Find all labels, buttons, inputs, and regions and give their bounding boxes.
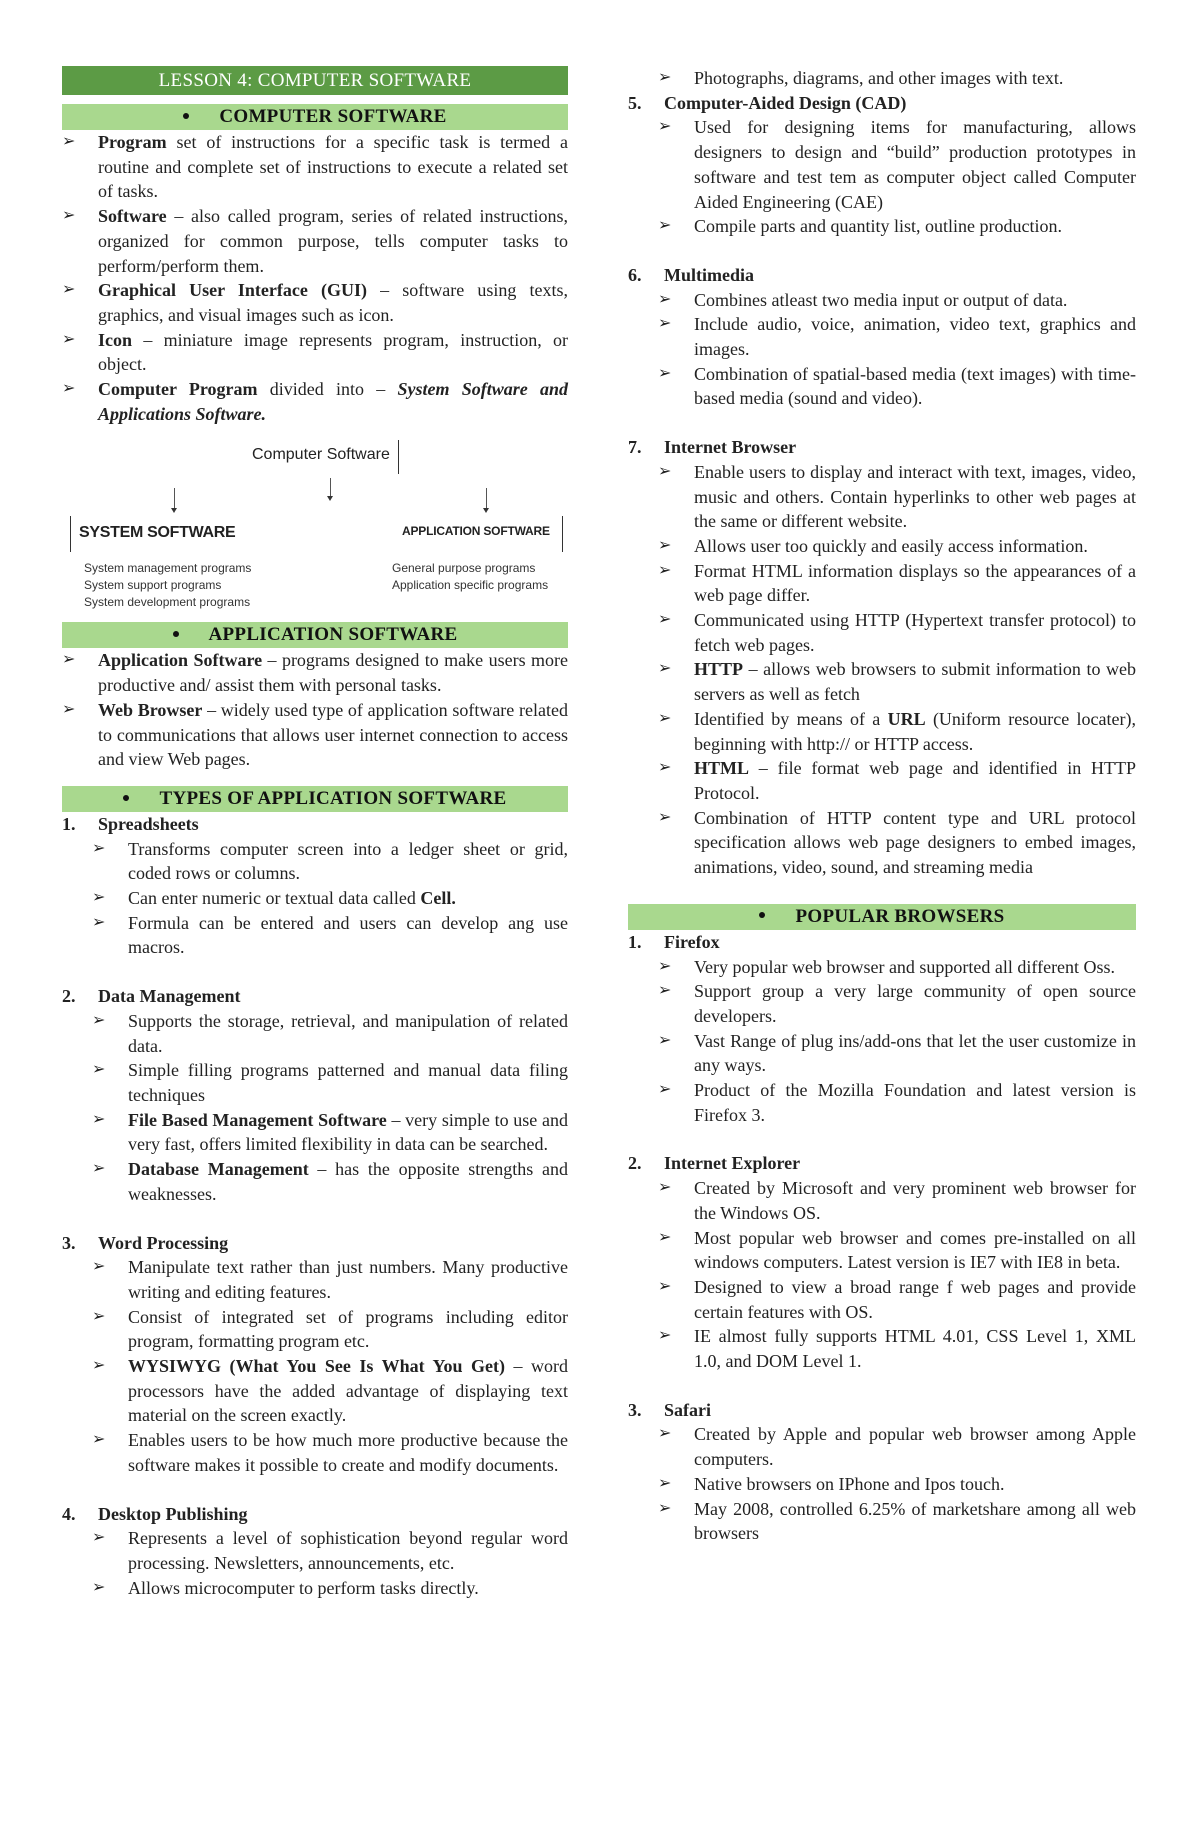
list-item xyxy=(658,806,1136,880)
term: File Based Management Software xyxy=(128,1109,387,1130)
list-item xyxy=(658,460,1136,534)
term: Cell. xyxy=(420,888,456,909)
list-item xyxy=(658,115,1136,214)
list-item xyxy=(92,911,568,960)
definition: – file format web page and identified in HTTP Protocol. xyxy=(694,758,1136,803)
numbered-heading-desktop-publishing xyxy=(62,1502,568,1527)
list-item xyxy=(92,886,568,911)
list-item: System development programs xyxy=(84,595,251,610)
arrow-bullet-icon: ➢ xyxy=(92,1258,106,1276)
item-title: Internet Explorer xyxy=(664,1153,801,1174)
list-item xyxy=(92,1157,568,1206)
list-item xyxy=(62,204,568,278)
arrow-bullet-icon: ➢ xyxy=(658,69,672,86)
list-item xyxy=(658,1497,1136,1546)
right-column xyxy=(628,66,1136,1546)
arrow-bullet-icon: ➢ xyxy=(62,651,76,669)
list-item xyxy=(92,1428,568,1477)
definition: – miniature image represents program, instruction, or object. xyxy=(98,329,568,375)
item-title: Internet Browser xyxy=(664,437,797,458)
list-item xyxy=(658,1422,1136,1471)
item-title: Data Management xyxy=(98,986,241,1007)
bullet-dot-icon xyxy=(183,113,189,119)
item-number: 3. xyxy=(62,1232,76,1253)
definition: set of instructions for a specific task is termed a routine and complete set of instructions to execute a related set of tasks. xyxy=(98,132,568,202)
system-software-items xyxy=(84,560,251,611)
item-text: Consist of integrated set of programs including editor program, formatting program etc. xyxy=(128,1306,568,1352)
section-heading-popular-browsers xyxy=(628,904,1136,930)
arrow-bullet-icon: ➢ xyxy=(658,1425,672,1443)
item-text: Supports the storage, retrieval, and manipulation of related data. xyxy=(128,1010,568,1056)
arrow-bullet-icon: ➢ xyxy=(658,982,672,1000)
item-text: Allows user too quickly and easily access information. xyxy=(694,535,1088,556)
list-item xyxy=(658,1226,1136,1275)
diagram-root-label: Computer Software xyxy=(252,440,399,474)
item-text: Formula can be entered and users can develop ang use macros. xyxy=(128,912,568,958)
list-item xyxy=(92,1108,568,1157)
numbered-heading-firefox xyxy=(628,930,1136,955)
list-item xyxy=(658,955,1136,980)
numbered-heading-multimedia xyxy=(628,263,1136,288)
arrow-bullet-icon: ➢ xyxy=(658,561,672,579)
list-item xyxy=(658,362,1136,411)
item-text: Can enter numeric or textual data called xyxy=(128,888,421,909)
firefox-list xyxy=(658,955,1136,1128)
item-text: Identified by means of a xyxy=(694,708,888,729)
item-number: 1. xyxy=(628,931,642,952)
list-item xyxy=(92,1058,568,1107)
list-item xyxy=(658,979,1136,1028)
item-text: Combines atleast two media input or output of data. xyxy=(694,289,1068,310)
arrow-bullet-icon: ➢ xyxy=(658,1277,672,1295)
item-text: Simple filling programs patterned and manual data filing techniques xyxy=(128,1060,568,1105)
list-item xyxy=(92,1526,568,1575)
term: Icon xyxy=(98,329,133,350)
numbered-heading-spreadsheets xyxy=(62,812,568,837)
definition: – very simple to use and very fast, offers limited flexibility in data can be searched. xyxy=(128,1109,568,1155)
item-title: Multimedia xyxy=(664,264,754,285)
list-item xyxy=(658,214,1136,239)
term: Web Browser xyxy=(98,699,203,720)
arrow-bullet-icon: ➢ xyxy=(92,1307,106,1325)
numbered-heading-data-management xyxy=(62,984,568,1009)
list-item xyxy=(92,1009,568,1058)
list-item xyxy=(658,66,1136,91)
term: Software xyxy=(98,206,167,227)
definition: – has the opposite strengths and weaknesses. xyxy=(128,1159,568,1204)
definition: – programs designed to make users more productive and/ assist them with personal tasks. xyxy=(98,650,568,696)
list-item xyxy=(92,1255,568,1304)
term: Graphical User Interface (GUI) xyxy=(98,280,367,301)
application-software-label: APPLICATION SOFTWARE xyxy=(402,516,563,552)
arrow-bullet-icon: ➢ xyxy=(658,217,672,235)
list-item: Application specific programs xyxy=(392,578,549,593)
term: Program xyxy=(98,132,167,152)
section-heading-application-software xyxy=(62,622,568,648)
term: URL xyxy=(887,708,926,729)
item-text: Photographs, diagrams, and other images with text. xyxy=(694,68,1064,88)
section-heading-text: COMPUTER SOFTWARE xyxy=(219,106,447,127)
bullet-dot-icon xyxy=(759,912,765,918)
item-text: Product of the Mozilla Foundation and latest version is Firefox 3. xyxy=(694,1080,1136,1125)
item-number: 5. xyxy=(628,92,642,113)
arrow-bullet-icon: ➢ xyxy=(62,700,76,718)
arrow-bullet-icon: ➢ xyxy=(658,118,672,136)
list-item xyxy=(62,648,568,697)
item-text: Vast Range of plug ins/add-ons that let the user customize in any ways. xyxy=(694,1030,1136,1076)
application-software-items xyxy=(392,560,548,594)
arrow-bullet-icon: ➢ xyxy=(658,462,672,480)
list-item xyxy=(658,312,1136,361)
arrow-bullet-icon: ➢ xyxy=(62,380,76,398)
section-heading-text: APPLICATION SOFTWARE xyxy=(208,624,458,646)
list-item xyxy=(658,657,1136,706)
list-item xyxy=(92,1305,568,1354)
list-item xyxy=(658,1324,1136,1373)
section-heading-text: TYPES OF APPLICATION SOFTWARE xyxy=(159,787,507,809)
arrow-bullet-icon: ➢ xyxy=(92,1110,106,1128)
internet-browser-list xyxy=(658,460,1136,880)
arrow-bullet-icon: ➢ xyxy=(658,364,672,382)
item-text: Enable users to display and interact with text, images, video, music and others. Contain hyperlinks to other web pages at the same or different website. xyxy=(694,461,1136,532)
list-item xyxy=(62,377,568,426)
item-text: Created by Apple and popular web browser among Apple computers. xyxy=(694,1424,1136,1470)
arrow-bullet-icon: ➢ xyxy=(62,207,76,225)
item-text: Combination of spatial-based media (text images) with time-based media (sound and video). xyxy=(694,363,1136,409)
arrow-bullet-icon: ➢ xyxy=(658,290,672,308)
item-text: Transforms computer screen into a ledger sheet or grid, coded rows or columns. xyxy=(128,838,568,884)
arrow-bullet-icon: ➢ xyxy=(658,759,672,777)
list-item xyxy=(92,837,568,886)
section-heading-text: POPULAR BROWSERS xyxy=(795,905,1005,927)
section-heading-types-of-application-software xyxy=(62,786,568,812)
item-title: Word Processing xyxy=(98,1232,229,1253)
list-item xyxy=(658,1176,1136,1225)
definition: – allows web browsers to submit information to web servers as well as fetch xyxy=(694,659,1136,705)
arrow-bullet-icon: ➢ xyxy=(92,1529,106,1547)
lesson-title: LESSON 4: COMPUTER SOFTWARE xyxy=(62,66,568,95)
item-text: Compile parts and quantity list, outline production. xyxy=(694,216,1062,237)
arrow-bullet-icon: ➢ xyxy=(658,1031,672,1049)
item-number: 6. xyxy=(628,264,642,285)
definition: (Uniform resource locater), beginning with http:// or HTTP access. xyxy=(694,708,1137,754)
list-item xyxy=(92,1354,568,1428)
item-text: Enables users to be how much more productive because the software makes it possible to create and modify documents. xyxy=(128,1430,568,1475)
definition: divided into – xyxy=(257,379,398,400)
spreadsheets-list xyxy=(92,837,568,961)
internet-explorer-list xyxy=(658,1176,1136,1374)
list-item: System support programs xyxy=(84,578,222,593)
list-item xyxy=(658,707,1136,756)
item-text: Most popular web browser and comes pre-installed on all windows computers. Latest version is IE7 with IE8 in beta. xyxy=(694,1227,1136,1273)
arrow-bullet-icon: ➢ xyxy=(658,1474,672,1492)
word-processing-list xyxy=(92,1255,568,1477)
arrow-bullet-icon: ➢ xyxy=(92,1357,106,1375)
arrow-bullet-icon: ➢ xyxy=(658,1228,672,1246)
arrow-bullet-icon: ➢ xyxy=(658,1327,672,1345)
item-number: 3. xyxy=(628,1399,642,1420)
list-item xyxy=(658,756,1136,805)
desktop-publishing-list xyxy=(92,1526,568,1600)
list-item xyxy=(658,1078,1136,1127)
data-management-list xyxy=(92,1009,568,1207)
list-item xyxy=(658,1275,1136,1324)
arrow-down-icon xyxy=(486,488,487,510)
item-number: 4. xyxy=(62,1503,76,1524)
term: Computer Program xyxy=(98,379,258,400)
numbered-heading-internet-browser xyxy=(628,435,1136,460)
computer-software-list xyxy=(62,130,568,426)
arrow-bullet-icon: ➢ xyxy=(92,889,106,907)
arrow-bullet-icon: ➢ xyxy=(658,1179,672,1197)
arrow-bullet-icon: ➢ xyxy=(92,1578,106,1596)
item-text: Used for designing items for manufacturing, allows designers to design and “build” production prototypes in software and test tem as computer object called Computer Aided Engineering (CAE) xyxy=(694,117,1136,212)
list-item xyxy=(92,1576,568,1601)
item-text: Represents a level of sophistication beyond regular word processing. Newsletters, announcements, etc. xyxy=(128,1528,568,1573)
left-column xyxy=(62,66,568,1600)
multimedia-list xyxy=(658,288,1136,412)
item-text: IE almost fully supports HTML 4.01, CSS Level 1, XML 1.0, and DOM Level 1. xyxy=(694,1326,1136,1372)
section-heading-computer-software xyxy=(62,104,568,130)
definition: – word processors have the added advantage of displaying text material on the screen exactly. xyxy=(128,1356,568,1426)
item-title: Firefox xyxy=(664,931,720,952)
item-title: Computer-Aided Design (CAD) xyxy=(664,92,907,113)
list-item xyxy=(62,130,568,204)
arrow-bullet-icon: ➢ xyxy=(62,281,76,299)
software-hierarchy-diagram xyxy=(62,426,568,622)
arrow-bullet-icon: ➢ xyxy=(92,913,106,931)
arrow-bullet-icon: ➢ xyxy=(658,1081,672,1099)
arrow-bullet-icon: ➢ xyxy=(658,536,672,554)
list-item xyxy=(658,1029,1136,1078)
list-item xyxy=(658,1472,1136,1497)
safari-list xyxy=(658,1422,1136,1546)
arrow-bullet-icon: ➢ xyxy=(62,330,76,348)
arrow-bullet-icon: ➢ xyxy=(92,1011,106,1029)
item-text: Native browsers on IPhone and Ipos touch. xyxy=(694,1473,1005,1494)
list-item xyxy=(62,278,568,327)
term: WYSIWYG (What You See Is What You Get) xyxy=(128,1356,505,1377)
item-number: 2. xyxy=(62,986,76,1007)
arrow-bullet-icon: ➢ xyxy=(92,1061,106,1079)
definition: – software using texts, graphics, and visual images such as icon. xyxy=(98,280,568,325)
item-text: Very popular web browser and supported all different Oss. xyxy=(694,956,1116,977)
arrow-bullet-icon: ➢ xyxy=(658,660,672,678)
term: HTTP xyxy=(694,659,744,680)
item-text: Designed to view a broad range f web pages and provide certain features with OS. xyxy=(694,1276,1136,1322)
system-software-label: SYSTEM SOFTWARE xyxy=(70,516,235,552)
numbered-heading-word-processing xyxy=(62,1231,568,1256)
item-number: 7. xyxy=(628,437,642,458)
bullet-dot-icon xyxy=(123,795,129,801)
bullet-dot-icon xyxy=(173,631,179,637)
list-item xyxy=(658,534,1136,559)
term: Database Management xyxy=(128,1159,309,1180)
numbered-heading-safari xyxy=(628,1398,1136,1423)
arrow-bullet-icon: ➢ xyxy=(92,1431,106,1449)
item-title: Spreadsheets xyxy=(98,813,199,834)
item-text: Combination of HTTP content type and URL protocol specification allows web page designers to embed images, animations, video, sound, and streaming media xyxy=(694,807,1136,878)
definition: – also called program, series of related instructions, organized for common purpose, tells computer tasks to perform/perform them. xyxy=(98,206,568,276)
desktop-publishing-list-continued xyxy=(658,66,1136,91)
arrow-bullet-icon: ➢ xyxy=(658,709,672,727)
list-item xyxy=(658,288,1136,313)
item-text: Support group a very large community of open source developers. xyxy=(694,981,1136,1026)
list-item xyxy=(62,328,568,377)
item-text: Created by Microsoft and very prominent web browser for the Windows OS. xyxy=(694,1178,1136,1223)
item-title: Desktop Publishing xyxy=(98,1503,248,1524)
definition: – widely used type of application software related to communications that allows user internet connection to access and view Web pages. xyxy=(98,699,568,770)
arrow-bullet-icon: ➢ xyxy=(62,133,76,150)
cad-list xyxy=(658,115,1136,239)
list-item xyxy=(658,559,1136,608)
numbered-heading-internet-explorer xyxy=(628,1151,1136,1176)
term: Application Software xyxy=(98,650,263,671)
arrow-bullet-icon: ➢ xyxy=(658,808,672,826)
arrow-bullet-icon: ➢ xyxy=(658,315,672,333)
arrow-bullet-icon: ➢ xyxy=(92,1160,106,1178)
arrow-bullet-icon: ➢ xyxy=(658,1499,672,1517)
item-number: 2. xyxy=(628,1153,642,1174)
item-text: May 2008, controlled 6.25% of marketshare among all web browsers xyxy=(694,1498,1136,1544)
arrow-bullet-icon: ➢ xyxy=(658,957,672,975)
item-text: Allows microcomputer to perform tasks directly. xyxy=(128,1577,479,1598)
arrow-down-icon xyxy=(174,488,175,510)
item-title: Safari xyxy=(664,1399,711,1420)
emphasis-text: System Software and Applications Software. xyxy=(98,379,568,424)
item-text: Format HTML information displays so the appearances of a web page differ. xyxy=(694,560,1136,606)
arrow-bullet-icon: ➢ xyxy=(658,611,672,629)
item-text: Communicated using HTTP (Hypertext transfer protocol) to fetch web pages. xyxy=(694,610,1136,655)
application-software-list xyxy=(62,648,568,772)
list-item: System management programs xyxy=(84,561,252,576)
list-item: General purpose programs xyxy=(392,561,536,576)
list-item xyxy=(62,698,568,772)
list-item xyxy=(658,608,1136,657)
term: HTML xyxy=(694,758,750,779)
item-text: Include audio, voice, animation, video text, graphics and images. xyxy=(694,314,1136,360)
arrow-bullet-icon: ➢ xyxy=(92,839,106,857)
item-text: Manipulate text rather than just numbers. Many productive writing and editing features. xyxy=(128,1257,568,1302)
arrow-down-icon xyxy=(330,478,331,498)
numbered-heading-cad xyxy=(628,91,1136,116)
item-number: 1. xyxy=(62,813,76,834)
